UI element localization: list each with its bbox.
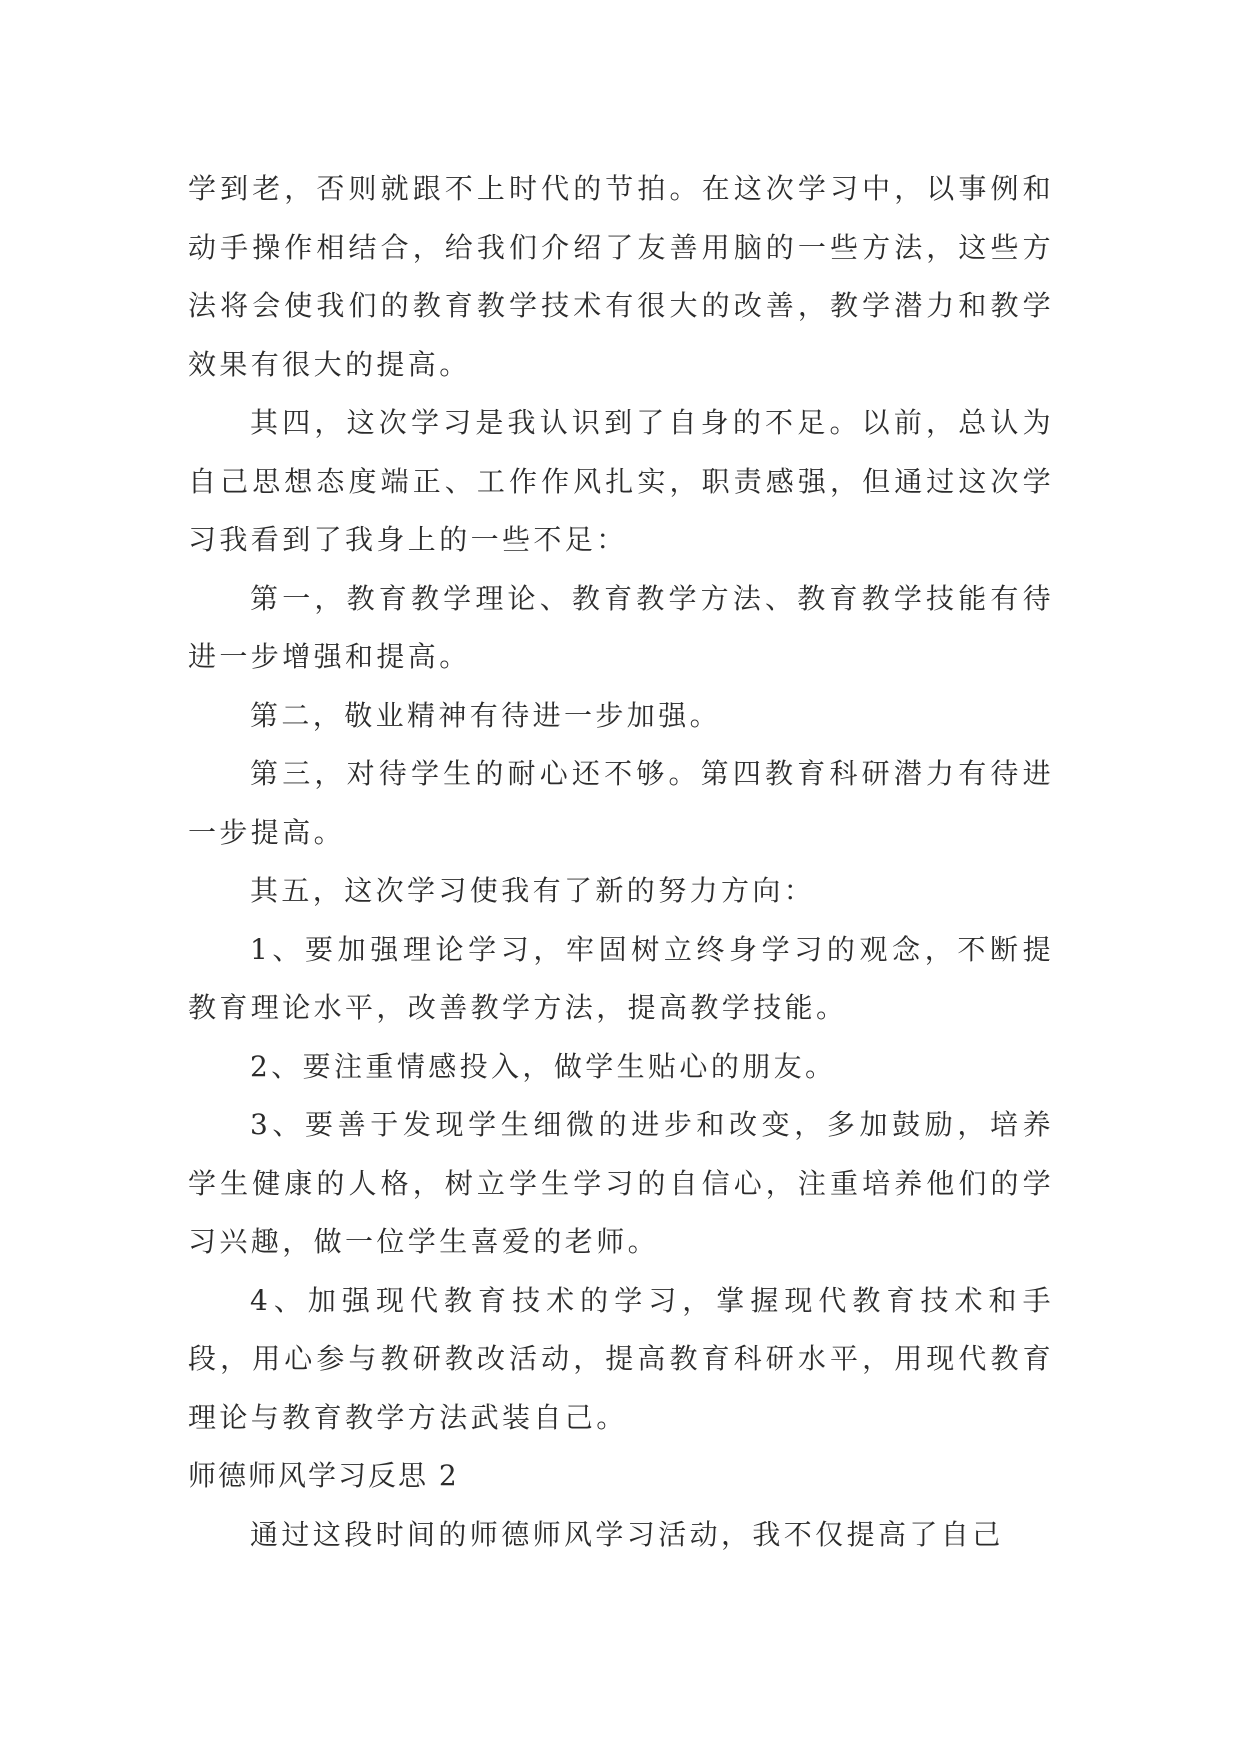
section-heading: 师德师风学习反思 2 (188, 1459, 459, 1492)
list-item-1: 1、要加强理论学习，牢固树立终身学习的观念，不断提教育理论水平，改善教学方法，提高教学技能。 (188, 932, 1054, 1024)
list-item-3: 3、要善于发现学生细微的进步和改变，多加鼓励，培养学生健康的人格，树立学生学习的自信心，注重培养他们的学习兴趣，做一位学生喜爱的老师。 (188, 1108, 1054, 1258)
list-item-4: 4、加强现代教育技术的学习，掌握现代教育技术和手段，用心参与教研教改活动，提高教育科研水平，用现代教育理论与教育教学方法武装自己。 (188, 1283, 1054, 1434)
paragraph-continuation: 学到老，否则就跟不上时代的节拍。在这次学习中，以事例和动手操作相结合，给我们介绍了友善用脑的一些方法，这些方法将会使我们的教育教学技术有很大的改善，教学潜力和教学效果有很大的提高。 (188, 172, 1054, 381)
document-body (188, 160, 1054, 1564)
paragraph-point-five: 其五，这次学习使我有了新的努力方向： (250, 874, 816, 907)
paragraph-shortcoming-one: 第一，教育教学理论、教育教学方法、教育教学技能有待进一步增强和提高。 (188, 581, 1054, 673)
paragraph-shortcoming-two: 第二，敬业精神有待进一步加强。 (250, 698, 722, 732)
list-item-2: 2、要注重情感投入，做学生贴心的朋友。 (250, 1049, 837, 1083)
paragraph-point-four: 其四，这次学习是我认识到了自身的不足。以前，总认为自己思想态度端正、工作作风扎实，职责感强，但通过这次学习我看到了我身上的一些不足： (188, 406, 1054, 556)
paragraph-section-two-start: 通过这段时间的师德师风学习活动，我不仅提高了自己 (250, 1517, 1004, 1551)
paragraph-shortcoming-three: 第三，对待学生的耐心还不够。第四教育科研潜力有待进一步提高。 (188, 757, 1054, 849)
